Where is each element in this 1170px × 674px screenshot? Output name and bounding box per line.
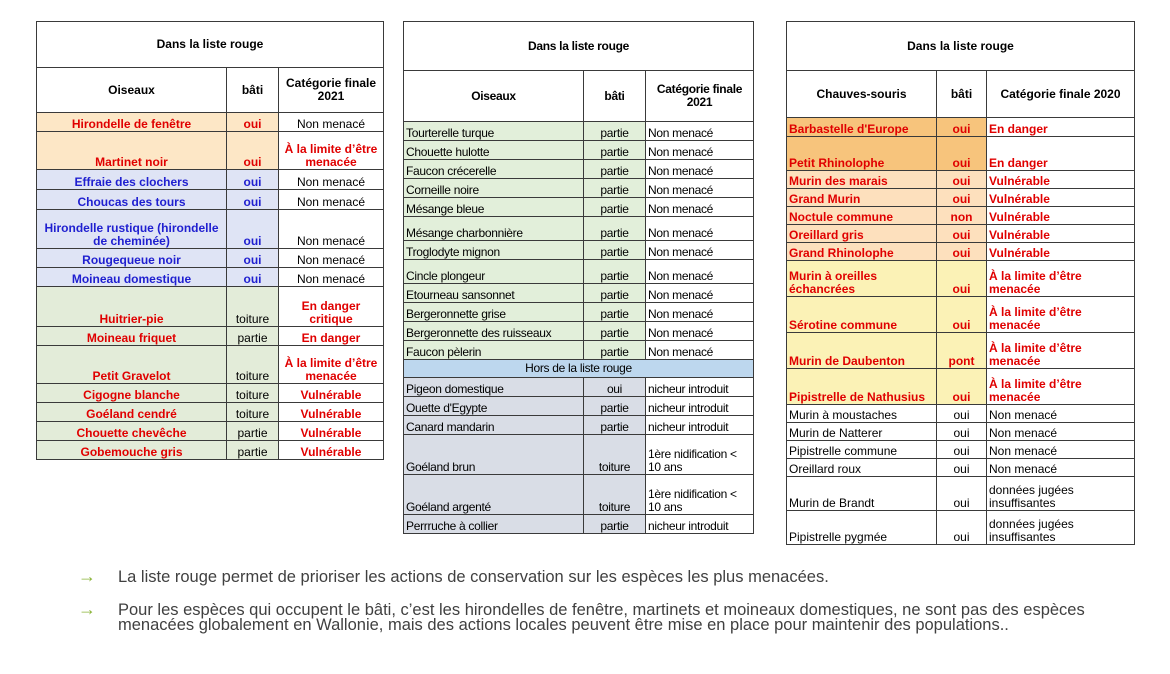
- category-value: Vulnérable: [279, 403, 384, 422]
- bati-value: oui: [227, 132, 279, 170]
- bati-value: partie: [584, 284, 646, 303]
- bati-value: partie: [584, 322, 646, 341]
- bati-value: oui: [584, 378, 646, 397]
- table-birds-red-list-2: [403, 21, 754, 534]
- category-value: Non menacé: [987, 405, 1135, 423]
- bati-value: partie: [584, 515, 646, 534]
- species-name: Goéland cendré: [37, 403, 227, 422]
- species-name: Oreillard gris: [787, 225, 937, 243]
- species-name: Cigogne blanche: [37, 384, 227, 403]
- bati-value: oui: [937, 459, 987, 477]
- note-item: [78, 599, 1138, 634]
- species-name: Sérotine commune: [787, 297, 937, 333]
- table-title: Dans la liste rouge: [37, 22, 384, 68]
- category-value: En danger: [987, 137, 1135, 171]
- species-name: Troglodyte mignon: [404, 241, 584, 260]
- bati-value: oui: [937, 137, 987, 171]
- category-value: À la limite d’être menacée: [279, 346, 384, 384]
- category-value: Non menacé: [646, 141, 754, 160]
- bati-value: partie: [584, 160, 646, 179]
- species-name: Hirondelle rustique (hirondelle de cheminée): [37, 210, 227, 249]
- category-value: À la limite d’être menacée: [987, 297, 1135, 333]
- category-value: Non menacé: [646, 198, 754, 217]
- species-name: Hirondelle de fenêtre: [37, 113, 227, 132]
- bati-value: oui: [937, 225, 987, 243]
- category-value: Non menacé: [279, 170, 384, 190]
- species-name: Bergeronnette grise: [404, 303, 584, 322]
- category-value: Non menacé: [646, 284, 754, 303]
- bati-value: oui: [227, 210, 279, 249]
- species-name: Moineau domestique: [37, 268, 227, 287]
- category-value: Non menacé: [987, 423, 1135, 441]
- category-value: données jugées insuffisantes: [987, 477, 1135, 511]
- bati-value: oui: [227, 190, 279, 210]
- category-value: Non menacé: [279, 190, 384, 210]
- species-name: Noctule commune: [787, 207, 937, 225]
- category-value: À la limite d’être menacée: [987, 261, 1135, 297]
- bati-value: partie: [584, 303, 646, 322]
- species-name: Grand Rhinolophe: [787, 243, 937, 261]
- species-name: Murin des marais: [787, 171, 937, 189]
- category-value: En danger: [279, 327, 384, 346]
- species-name: Murin à oreilles échancrées: [787, 261, 937, 297]
- species-name: Pipistrelle commune: [787, 441, 937, 459]
- category-value: Non menacé: [279, 113, 384, 132]
- bati-value: toiture: [227, 287, 279, 327]
- bati-value: oui: [937, 477, 987, 511]
- category-value: Vulnérable: [279, 384, 384, 403]
- category-value: Vulnérable: [987, 225, 1135, 243]
- bati-value: oui: [937, 369, 987, 405]
- column-header: Chauves-souris: [787, 71, 937, 118]
- column-header: Catégorie finale 2021: [279, 68, 384, 113]
- species-name: Etourneau sansonnet: [404, 284, 584, 303]
- species-name: Chouette chevêche: [37, 422, 227, 441]
- note-text: Pour les espèces qui occupent le bâti, c’est les hirondelles de fenêtre, martinets et moineaux domestiques, ne sont pas des espèces menacées globalement en Wallonie, mais des actions locales peuvent être mise en place pour maintenir des populations..: [118, 601, 1085, 634]
- species-name: Corneille noire: [404, 179, 584, 198]
- note-item: [78, 566, 1138, 586]
- bati-value: partie: [584, 341, 646, 360]
- species-name: Goéland argenté: [404, 475, 584, 515]
- species-name: Bergeronnette des ruisseaux: [404, 322, 584, 341]
- category-value: Vulnérable: [279, 422, 384, 441]
- category-value: Non menacé: [279, 268, 384, 287]
- species-name: Murin à moustaches: [787, 405, 937, 423]
- category-value: Non menacé: [646, 179, 754, 198]
- species-name: Martinet noir: [37, 132, 227, 170]
- category-value: Non menacé: [646, 341, 754, 360]
- table-title: Dans la liste rouge: [787, 22, 1135, 71]
- bati-value: oui: [937, 118, 987, 137]
- section-header-hors-liste: Hors de la liste rouge: [404, 360, 754, 378]
- bati-value: oui: [227, 268, 279, 287]
- column-header: Oiseaux: [404, 71, 584, 122]
- bati-value: partie: [584, 260, 646, 284]
- bati-value: toiture: [227, 346, 279, 384]
- species-name: Perrruche à collier: [404, 515, 584, 534]
- category-value: Vulnérable: [987, 189, 1135, 207]
- species-name: Canard mandarin: [404, 416, 584, 435]
- species-name: Faucon crécerelle: [404, 160, 584, 179]
- category-value: Non menacé: [646, 122, 754, 141]
- species-name: Huitrier-pie: [37, 287, 227, 327]
- category-value: Non menacé: [987, 459, 1135, 477]
- species-name: Pipistrelle pygmée: [787, 511, 937, 545]
- species-name: Murin de Daubenton: [787, 333, 937, 369]
- category-value: nicheur introduit: [646, 397, 754, 416]
- bati-value: non: [937, 207, 987, 225]
- species-name: Murin de Natterer: [787, 423, 937, 441]
- category-value: Vulnérable: [987, 207, 1135, 225]
- category-value: À la limite d’être menacée: [987, 369, 1135, 405]
- bati-value: partie: [227, 327, 279, 346]
- species-name: Pigeon domestique: [404, 378, 584, 397]
- species-name: Effraie des clochers: [37, 170, 227, 190]
- bati-value: oui: [937, 511, 987, 545]
- bati-value: oui: [227, 249, 279, 268]
- arrow-right-icon: →: [78, 599, 96, 619]
- species-name: Barbastelle d'Europe: [787, 118, 937, 137]
- category-value: Vulnérable: [279, 441, 384, 460]
- notes: [78, 566, 1138, 651]
- species-name: Mésange bleue: [404, 198, 584, 217]
- category-value: Non menacé: [646, 322, 754, 341]
- bati-value: toiture: [227, 403, 279, 422]
- column-header: bâti: [227, 68, 279, 113]
- species-name: Moineau friquet: [37, 327, 227, 346]
- category-value: Non menacé: [279, 249, 384, 268]
- bati-value: partie: [584, 397, 646, 416]
- category-value: nicheur introduit: [646, 515, 754, 534]
- column-header: Catégorie finale 2020: [987, 71, 1135, 118]
- category-value: Non menacé: [646, 241, 754, 260]
- species-name: Grand Murin: [787, 189, 937, 207]
- column-header: Oiseaux: [37, 68, 227, 113]
- category-value: données jugées insuffisantes: [987, 511, 1135, 545]
- bati-value: oui: [937, 171, 987, 189]
- species-name: Murin de Brandt: [787, 477, 937, 511]
- bati-value: oui: [937, 297, 987, 333]
- category-value: En danger: [987, 118, 1135, 137]
- category-value: À la limite d’être menacée: [279, 132, 384, 170]
- bati-value: oui: [937, 261, 987, 297]
- category-value: Non menacé: [279, 210, 384, 249]
- bati-value: oui: [937, 189, 987, 207]
- bati-value: oui: [937, 423, 987, 441]
- species-name: Tourterelle turque: [404, 122, 584, 141]
- category-value: nicheur introduit: [646, 378, 754, 397]
- bati-value: toiture: [584, 435, 646, 475]
- bati-value: oui: [937, 441, 987, 459]
- bati-value: partie: [584, 217, 646, 241]
- species-name: Goéland brun: [404, 435, 584, 475]
- category-value: 1ère nidification < 10 ans: [646, 475, 754, 515]
- species-name: Ouette d'Egypte: [404, 397, 584, 416]
- species-name: Oreillard roux: [787, 459, 937, 477]
- bati-value: partie: [584, 141, 646, 160]
- column-header: bâti: [584, 71, 646, 122]
- bati-value: toiture: [584, 475, 646, 515]
- bati-value: partie: [584, 179, 646, 198]
- species-name: Faucon pèlerin: [404, 341, 584, 360]
- category-value: Non menacé: [646, 260, 754, 284]
- category-value: À la limite d’être menacée: [987, 333, 1135, 369]
- species-name: Petit Rhinolophe: [787, 137, 937, 171]
- species-name: Rougequeue noir: [37, 249, 227, 268]
- bati-value: partie: [584, 241, 646, 260]
- table-bats-red-list: [786, 21, 1135, 545]
- column-header: Catégorie finale 2021: [646, 71, 754, 122]
- species-name: Choucas des tours: [37, 190, 227, 210]
- bati-value: partie: [584, 198, 646, 217]
- table-title: Dans la liste rouge: [404, 22, 754, 71]
- category-value: Non menacé: [646, 160, 754, 179]
- table-birds-red-list-1: [36, 21, 384, 460]
- bati-value: oui: [227, 113, 279, 132]
- bati-value: partie: [584, 122, 646, 141]
- bati-value: toiture: [227, 384, 279, 403]
- category-value: Non menacé: [646, 217, 754, 241]
- species-name: Mésange charbonnière: [404, 217, 584, 241]
- bati-value: oui: [227, 170, 279, 190]
- category-value: En danger critique: [279, 287, 384, 327]
- column-header: bâti: [937, 71, 987, 118]
- category-value: 1ère nidification < 10 ans: [646, 435, 754, 475]
- species-name: Chouette hulotte: [404, 141, 584, 160]
- bati-value: pont: [937, 333, 987, 369]
- category-value: Non menacé: [646, 303, 754, 322]
- species-name: Pipistrelle de Nathusius: [787, 369, 937, 405]
- bati-value: partie: [227, 422, 279, 441]
- category-value: Non menacé: [987, 441, 1135, 459]
- category-value: Vulnérable: [987, 171, 1135, 189]
- species-name: Gobemouche gris: [37, 441, 227, 460]
- bati-value: oui: [937, 243, 987, 261]
- bati-value: oui: [937, 405, 987, 423]
- note-text: La liste rouge permet de prioriser les actions de conservation sur les espèces les plus menacées.: [118, 568, 829, 586]
- species-name: Cincle plongeur: [404, 260, 584, 284]
- category-value: Vulnérable: [987, 243, 1135, 261]
- category-value: nicheur introduit: [646, 416, 754, 435]
- bati-value: partie: [584, 416, 646, 435]
- bati-value: partie: [227, 441, 279, 460]
- arrow-right-icon: →: [78, 566, 96, 586]
- species-name: Petit Gravelot: [37, 346, 227, 384]
